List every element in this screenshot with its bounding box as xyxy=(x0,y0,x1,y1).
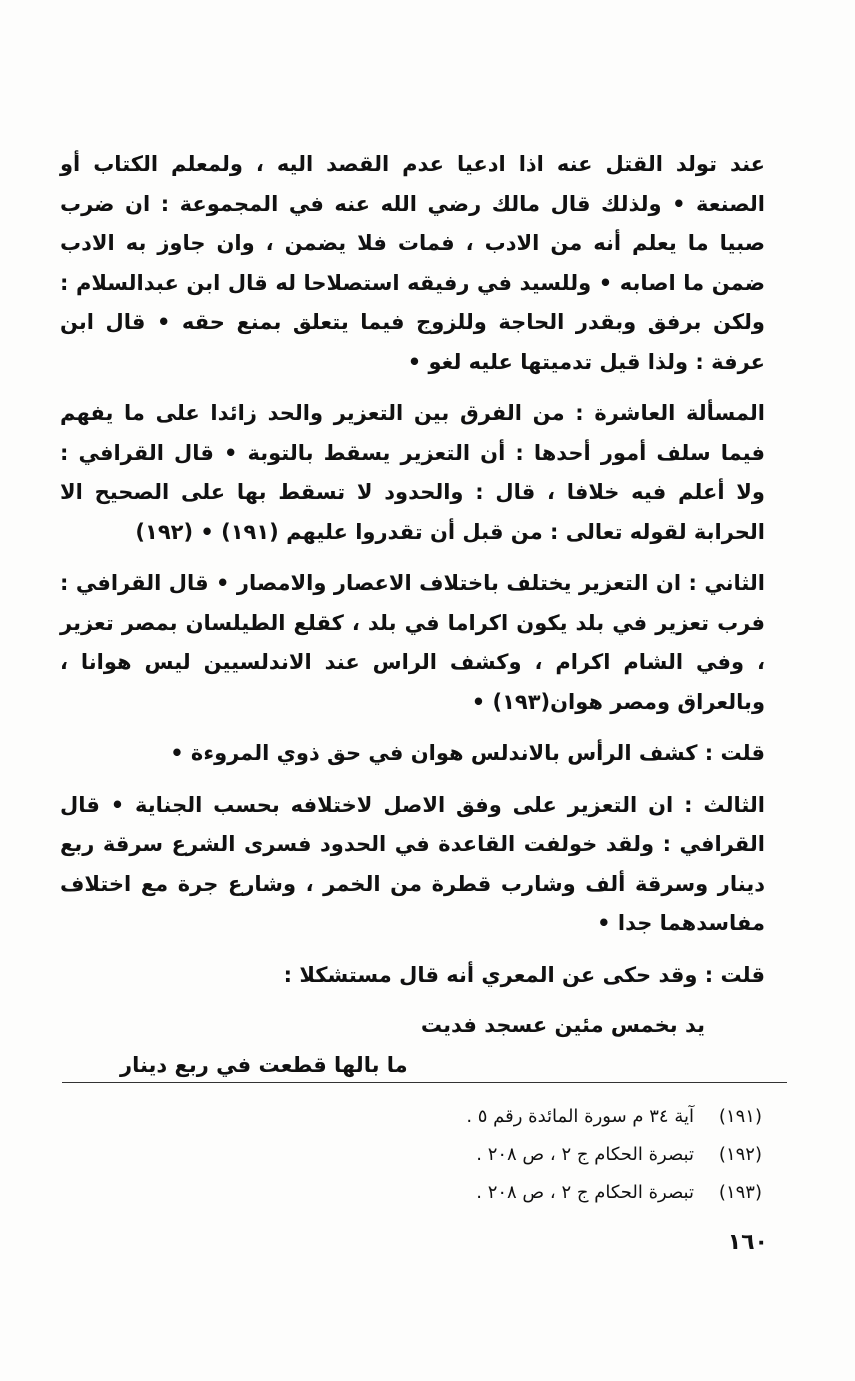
poem-verse xyxy=(60,1005,765,1085)
paragraph-5: الثالث : ان التعزير على وفق الاصل لاختلافه بحسب الجناية • قال القرافي : ولقد خولفت القاعدة في الحدود فسرى الشرع سرقة ربع دينار وسرقة ألف وشارب قطرة من الخمر ، وشارع جرة مع اختلاف مفاسدهما جدا • xyxy=(60,792,765,935)
footnote-number: (١٩٣) xyxy=(718,1182,762,1203)
paragraph-6: قلت : وقد حكى عن المعري أنه قال مستشكلا : xyxy=(283,962,765,987)
footnote-item xyxy=(300,1098,762,1136)
footnote-divider xyxy=(62,1082,787,1083)
footnote-text: تبصرة الحكام ج ٢ ، ص ٢٠٨ . xyxy=(476,1144,694,1165)
footnote-text: تبصرة الحكام ج ٢ ، ص ٢٠٨ . xyxy=(476,1182,694,1203)
footnote-number: (١٩٢) xyxy=(718,1144,762,1165)
paragraph-3: الثاني : ان التعزير يختلف باختلاف الاعصار والامصار • قال القرافي : فرب تعزير في بلد يكون اكراما في بلد ، كقلع الطيلسان بمصر تعزير ، وفي الشام اكرام ، وكشف الراس عند الاندلسيين ليس هوانا ، وبالعراق ومصر هوان(١٩٣) • xyxy=(60,571,765,714)
poem-line-2: ما بالها قطعت في ربع دينار xyxy=(120,1053,408,1077)
poem-line-1: يد بخمس مئين عسجد فديت xyxy=(420,1013,705,1037)
page-number: ١٦٠ xyxy=(727,1230,768,1255)
footnote-number: (١٩١) xyxy=(718,1106,762,1127)
paragraph-4: قلت : كشف الرأس بالاندلس هوان في حق ذوي المروءة • xyxy=(170,741,765,765)
paragraph-1: عند تولد القتل عنه اذا ادعيا عدم القصد اليه ، ولمعلم الكتاب أو الصنعة • ولذلك قال مالك رضي الله عنه في المجموعة : ان ضرب صبيا ما يعلم أنه من الادب ، فمات فلا يضمن ، وان جاوز به الادب ضمن ما اصابه • وللسيد في رفيقه استصلاحا له قال ابن عبدالسلام : ولكن برفق وبقدر الحاجة وللزوج فيما يتعلق بمنع حقه • قال ابن عرفة : ولذا قيل تدميتها عليه لغو • xyxy=(60,152,765,374)
footnote-text: آية ٣٤ م سورة المائدة رقم ٥ . xyxy=(466,1106,694,1127)
paragraph-2: المسألة العاشرة : من الفرق بين التعزير والحد زائدا على ما يفهم فيما سلف أمور أحدها : أن التعزير يسقط بالتوبة • قال القرافي : ولا أعلم فيه خلافا ، قال : والحدود لا تسقط بها على الصحيح الا الحرابة لقوله تعالى : من قبل أن تقدروا عليهم (١٩١) • (١٩٢) xyxy=(60,401,765,544)
main-text xyxy=(60,145,765,1085)
footnotes xyxy=(300,1098,762,1212)
footnote-item xyxy=(300,1136,762,1174)
footnote-item xyxy=(300,1174,762,1212)
